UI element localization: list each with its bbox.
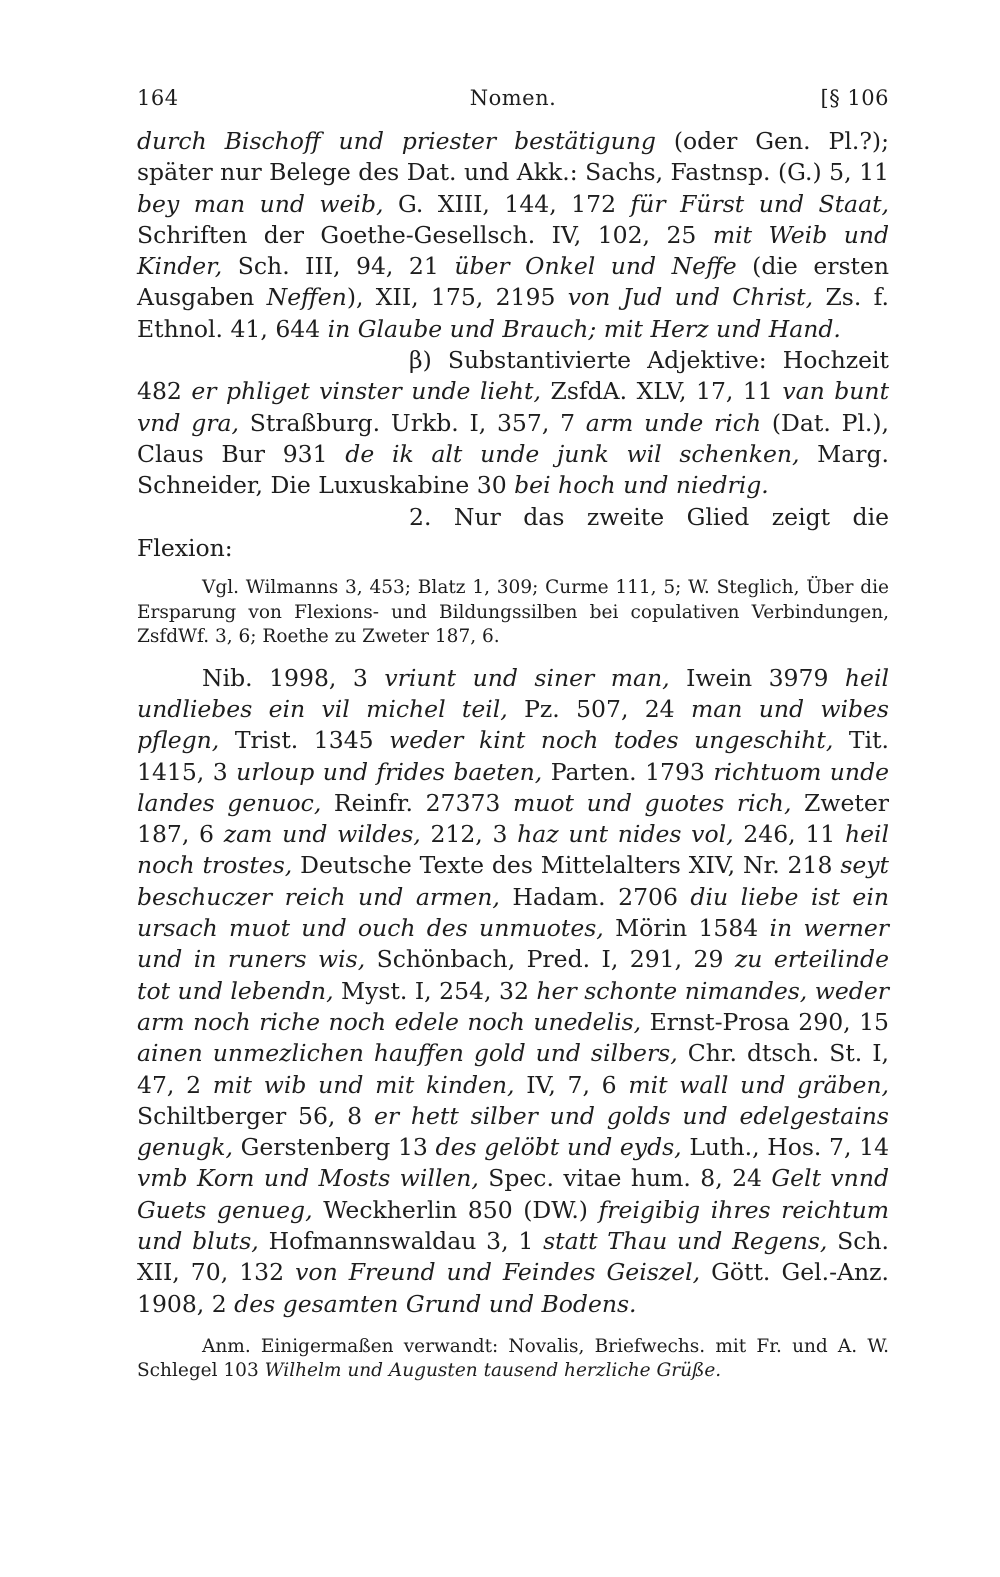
italic-quote: freigibig ihres reichtum und bluts, — [137, 1195, 889, 1255]
running-title: Nomen. — [469, 86, 557, 110]
italic-quote: van bunt vnd gra, — [137, 377, 890, 437]
italic-quote: arm unde rich — [585, 408, 762, 437]
italic-quote: mit Herz und Hand. — [603, 314, 841, 343]
italic-quote: man und wibes pflegn, — [137, 694, 889, 755]
annotation-note: Anm. Einigermaßen verwandt: Novalis, Briefwechs. mit Fr. und A. W. Schlegel 103 Wilhelm und Augusten tausend herzliche Grüße. — [137, 1335, 889, 1382]
italic-quote: in Glaube und Brauch; — [327, 314, 597, 343]
italic-quote: für Fürst und Staat, — [630, 189, 889, 218]
italic-quote: Gelt vnnd Guets genueg, — [137, 1164, 889, 1224]
italic-quote: vmb Korn und Mosts willen, — [137, 1164, 479, 1193]
italic-quote: in werner und in runers wis, — [137, 914, 889, 974]
page-number: 164 — [137, 86, 179, 110]
italic-quote: bei hoch und niedrig. — [514, 471, 769, 500]
italic-quote: muot und guotes rich, — [512, 788, 792, 817]
italic-quote: haz unt nides vol, — [517, 820, 734, 849]
section-marker: [§ 106 — [820, 86, 889, 110]
paragraph-second-member-inflection: 2. Nur das zweite Glied zeigt die Flexion: — [137, 502, 889, 562]
italic-quote: ainen unmezlichen hauffen gold und silbers, — [137, 1039, 678, 1068]
italic-quote: de ik alt unde junk wil schenken, — [345, 439, 800, 468]
italic-quote: er phliget vinster unde lieht, — [191, 377, 541, 406]
italic-quote: von Freund und Feindes Geiszel, — [295, 1258, 701, 1287]
reference-note: Vgl. Wilmanns 3, 453; Blatz 1, 309; Curme 111, 5; W. Steglich, Über die Ersparung von Flexions- und Bildungssilben bei copulativen Verbindungen, ZsfdWf. 3, 6; Roethe zu Zweter 187, 6. — [137, 577, 889, 648]
italic-quote: weder kint noch todes ungeschiht, — [389, 726, 834, 755]
italic-quote: richtuom unde landes genuoc, — [137, 757, 890, 817]
italic-quote: des gelöbt und eyds, — [435, 1133, 682, 1162]
italic-quote: Wilhelm und Augusten tausend herzliche Grüße. — [264, 1360, 722, 1382]
italic-quote: mit wib und mit kinden, — [212, 1070, 515, 1099]
paragraph-dative-examples: durch Bischoff und priester bestätigung (oder Gen. Pl.?); später nur Belege des Dat. und Akk.: Sachs, Fastnsp. (G.) 5, 11 bey man und weib, G. XIII, 144, 172 für Fürst und Staat, Schriften der Goethe-Gesellsch. IV, 102, 25 mit Weib und Kinder, Sch. III, 94, 21 über Onkel und Neffe (die ersten Ausgaben Neffen), XII, 175, 2195 von Jud und Christ, Zs. f. Ethnol. 41, 644 in Glaube und Brauch; mit Herz und Hand. — [137, 127, 890, 343]
italic-quote: diu liebe ist ein ursach muot und ouch des unmuotes, — [137, 882, 889, 943]
page-body — [137, 126, 889, 1384]
italic-quote: urloup und frides baeten, — [236, 757, 543, 786]
italic-quote: des gesamten Grund und Bodens. — [234, 1289, 637, 1318]
italic-quote: seyt beschuczer reich und armen, — [137, 851, 889, 911]
paragraph-substantivized-adjectives: β) Substantivierte Adjektive: Hochzeit 482 er phliget vinster unde lieht, ZsfdA. XLV, 17, 11 van bunt vnd gra, Straßburg. Urkb. I, 357, 7 arm unde rich (Dat. Pl.), Claus Bur 931 de ik alt unde junk wil schenken, Marg. Schneider, Die Luxuskabine 30 bei hoch und niedrig. — [137, 346, 890, 500]
italic-quote: durch Bischoff und priester bestätigung — [137, 127, 656, 155]
italic-quote: bey man und weib, — [137, 189, 384, 218]
italic-quote: mit wall und gräben, — [628, 1070, 890, 1099]
italic-quote: mit Weib und Kinder, — [137, 220, 890, 281]
italic-quote: Neffen — [266, 283, 347, 312]
italic-quote: über Onkel und Neffe — [454, 252, 737, 281]
paragraph-examples: Nib. 1998, 3 vriunt und siner man, Iwein 3979 heil undliebes ein vil michel teil, Pz. 507, 24 man und wibes pflegn, Trist. 1345 weder kint noch todes ungeschiht, Tit. 1415, 3 urloup und frides baeten, Parten. 1793 richtuom unde landes genuoc, Reinfr. 27373 muot und guotes rich, Zweter 187, 6 zam und wildes, 212, 3 haz unt nides vol, 246, 11 heil noch trostes, Deutsche Texte des Mittelalters XIV, Nr. 218 seyt beschuczer reich und armen, Hadam. 2706 diu liebe ist ein ursach muot und ouch des unmuotes, Mörin 1584 in werner und in runers wis, Schönbach, Pred. I, 291, 29 zu erteilinde tot und lebendn, Myst. I, 254, 32 her schonte nimandes, weder arm noch riche noch edele noch unedelis, Ernst-Prosa 290, 15 ainen unmezlichen hauffen gold und silbers, Chr. dtsch. St. I, 47, 2 mit wib und mit kinden, IV, 7, 6 mit wall und gräben, Schiltberger 56, 8 er hett silber und golds und edelgestains genugk, Gerstenberg 13 des gelöbt und eyds, Luth., Hos. 7, 14 vmb Korn und Mosts willen, Spec. vitae hum. 8, 24 Gelt vnnd Guets genueg, Weckherlin 850 (DW.) freigibig ihres reichtum und bluts, Hofmannswaldau 3, 1 statt Thau und Regens, Sch. XII, 70, 132 von Freund und Feindes Geiszel, Gött. Gel.-Anz. 1908, 2 des gesamten Grund und Bodens. — [137, 663, 890, 1318]
italic-quote: von Jud und Christ, — [567, 283, 814, 312]
italic-quote: zu erteilinde tot und lebendn, — [137, 945, 889, 1005]
italic-quote: statt Thau und Regens, — [543, 1227, 828, 1255]
italic-quote: vriunt und siner man, — [384, 663, 670, 692]
italic-quote: heil undliebes ein vil michel teil, — [137, 663, 889, 723]
italic-quote: her schonte nimandes, weder arm noch riche noch edele noch unedelis, — [137, 976, 889, 1036]
italic-quote: er hett silber und golds und edelgestains genugk, — [137, 1101, 889, 1162]
italic-quote: zam und wildes, — [223, 820, 421, 849]
italic-quote: heil noch trostes, — [137, 820, 890, 880]
